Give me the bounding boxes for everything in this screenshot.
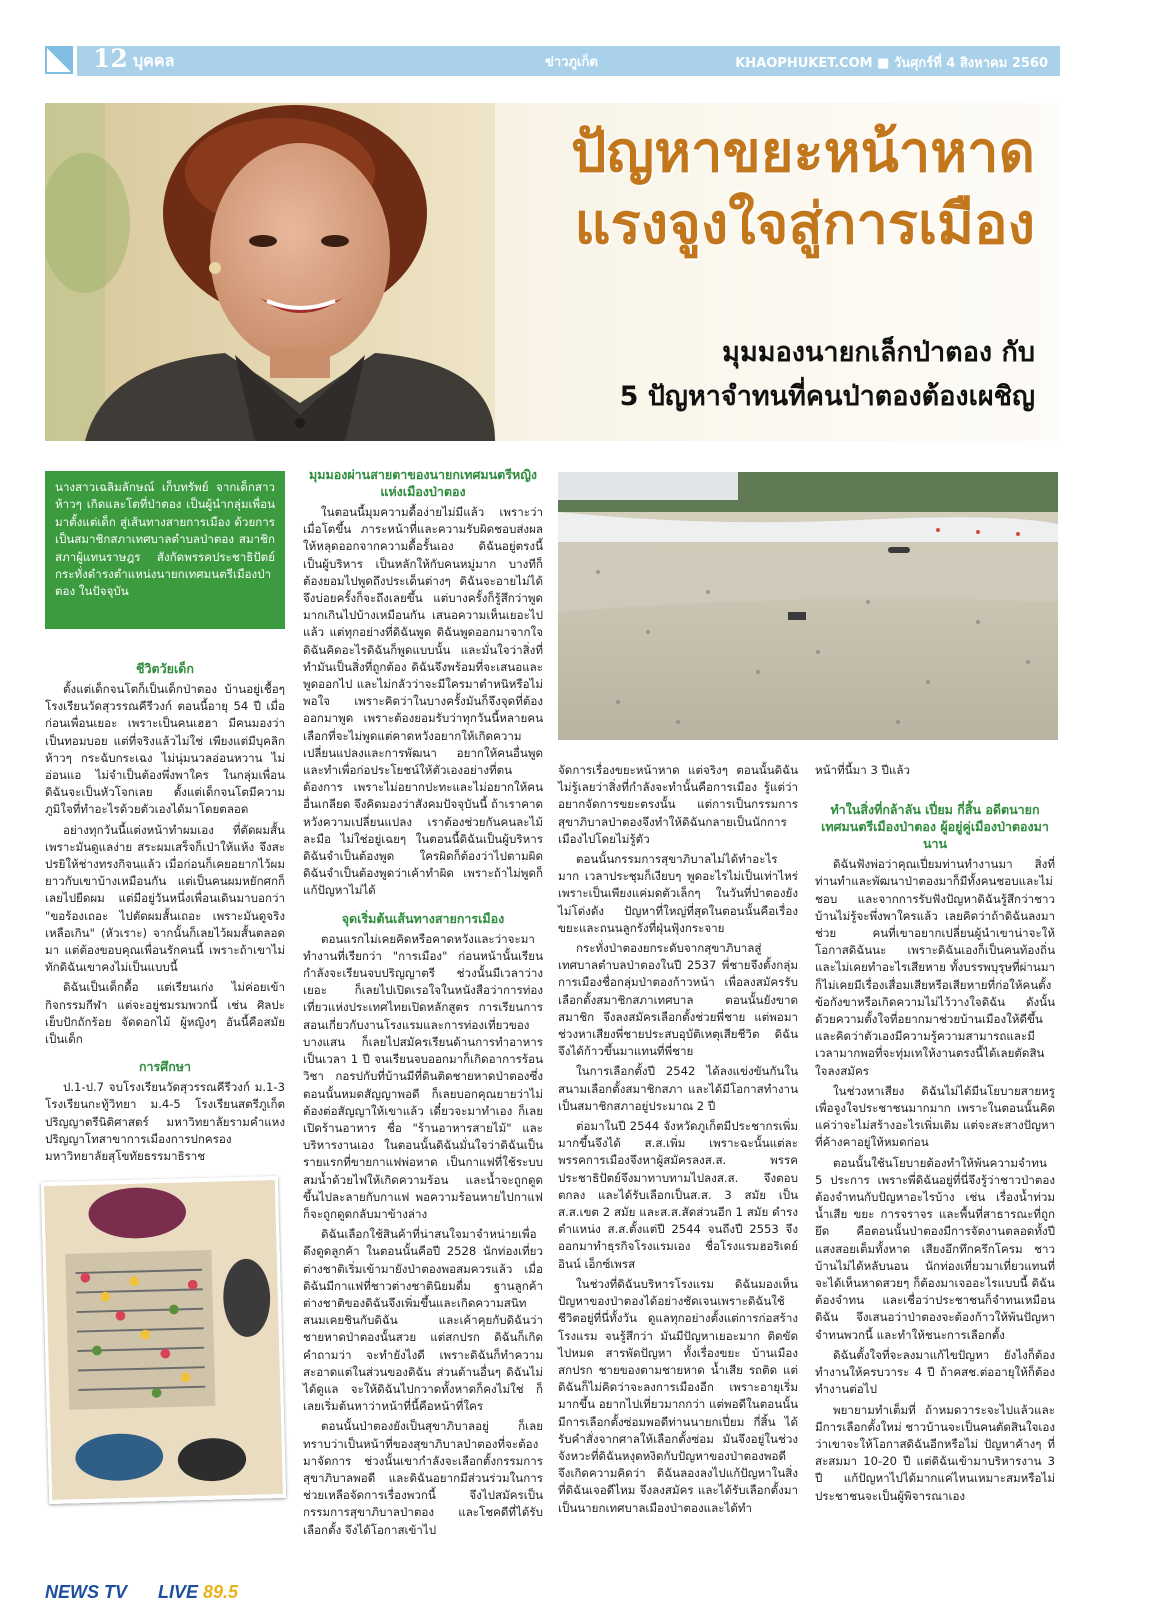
paragraph: ตอนนั้นกรรมการสุขาภิบาลไม่ได้ทำอะไรมาก เวลาประชุมก็เงียบๆ พูดอะไรไม่เป็นเท่าไหร่ เพราะเป็นเพียงแค่มดตัวเล็กๆ ในวันที่ป่าตองยังไม่โด่งดัง ปัญหาที่ใหญ่ที่สุดในตอนนั้นคือเรื่องขยะและถนนลูกรังที่ฝุ่นฟุ้งกระจาย xyxy=(558,852,798,935)
paragraph: พยายามทำเต็มที่ ถ้าหมดวาระจะไปแล้วและมีการเลือกตั้งใหม่ ชาวบ้านจะเป็นคนตัดสินใจเองว่าเขาจะให้โอกาสดิฉันอีกหรือไม่ ปัญหาค้างๆ ที่สะสมมา 10-20 ปี แต่ดิฉันเข้ามาบริหารงาน 3 ปี แก้ปัญหาไปได้มากแค่ไหนเหมาะสมหรือไม่ ประชาชนจะเป็นผู้พิจารณาเอง xyxy=(815,1402,1056,1503)
subheading-childhood: ชีวิตวัยเด็ก xyxy=(136,661,194,676)
paragraph: ดิฉันเลือกใช้สินค้าที่น่าสนใจมาจำหน่ายเพื่อดึงดูดลูกค้า ในตอนนั้นคือปี 2528 นักท่องเที่ยวต่างชาติเริ่มเข้ามายังป่าตองพอสมควรแล้ว เมื่อดิฉันมีกาแฟที่ชาวต่างชาตินิยมดื่ม ฐานลูกค้าต่างชาติของดิฉันจึงเพิ่มขึ้นและเกิดความสนิทสนมเคยชินกับดิฉัน และเค้าคุยกับดิฉันว่า ชายหาดป่าตองนั้นสวย แต่สกปรก ดิฉันก็เกิดคำถามว่า จะทำยังไงดี เพราะดิฉันก็ทำความสะอาดแต่ในส่วนของดิฉัน ส่วนด้านอื่นๆ ดิฉันไม่ได้ดูแล จะให้ดิฉันไปกวาดทั้งหาดก็คงไม่ใช่ ก็เลยเริ่มต้นหาว่าหน้าที่นี้คือหน้าที่ใคร xyxy=(303,1227,543,1414)
beach-garbage-photo xyxy=(558,472,1058,740)
paragraph: ป.1-ป.7 จบโรงเรียนวัดสุวรรณคีรีวงก์ ม.1-3 โรงเรียนกะทู้วิทยา ม.4-5 โรงเรียนสตรีภูเก็ต ปริญญาตรีนิติศาสตร์ มหาวิทยาลัยรามคำแหง ปริญญาโทสาขาการเมืองการปกครอง มหาวิทยาลัยสุโขทัยธรรมาธิราช xyxy=(45,1080,285,1164)
ceremony-photo xyxy=(41,1176,286,1504)
subheading-politics-start: จุดเริ่มต้นเส้นทางสายการเมือง xyxy=(341,910,505,926)
subheading-perspective: มุมมองผ่านสายตาของนายกเทศมนตรีหญิงแห่งเมืองป่าตอง xyxy=(309,467,537,499)
column-4 xyxy=(815,762,1055,1508)
paragraph: อย่างทุกวันนี้แต่งหน้าทำผมเอง ที่ตัดผมสั้นเพราะมันดูแลง่าย สระผมเสร็จก็เป่าให้แห้ง จึงสะปรยิให้ช่างทรงกิจนแล้ว เมื่อก่อนก็เคยอยากไว้ผมยาวกับเขาบ้างเหมือนกัน แต่เป็นคนผมหยักศกก็เลยไปยืดผม แต่มีอยู่วันหนึ่งเพื่อนเดินมาบอกว่า "ขอร้องเถอะ ไปตัดผมสั้นเถอะ เพราะมันดูจริงเหลือเกิน" (หัวเราะ) จากนั้นก็เลยไว้ผมสั้นตลอดมา แต่ต้องขอบคุณเพื่อนรักคนนี้ เพราะถ้าเขาไม่ทักดิฉันเขาคงไม่เป็นแบบนี้ xyxy=(45,822,285,975)
live-label: LIVE xyxy=(158,1582,199,1602)
hero-banner xyxy=(45,103,1060,441)
paragraph: จัดการเรื่องขยะหน้าหาด แต่จริงๆ ตอนนั้นดิฉันไม่รู้เลยว่าสิ่งที่กำลังจะทำนั้นคือการเมือง รู้แต่ว่าอยากจัดการขยะตรงนั้น แต่การเป็นกรรมการสุขาภิบาลป่าตองจึงทำให้ดิฉันกลายเป็นนักการเมืองไปโดยไม่รู้ตัว xyxy=(558,763,798,846)
subheading-education: การศึกษา xyxy=(138,1059,192,1075)
page-number: 12 xyxy=(93,44,128,73)
paragraph: ตั้งแต่เด็กจนโตก็เป็นเด็กป่าตอง บ้านอยู่เชื้อๆ โรงเรียนวัดสุวรรณคีรีวงก์ ตอนนี้อายุ 54 ปี เมื่อก่อนเพื่อนเยอะ เพราะเป็นคนเฮฮา มีคนมองว่าเป็นทอมบอย แต่ที่จริงแล้วไม่ใช่ เพียงแต่มีบุคลิกห้าวๆ กระฉับกระเฉง ไม่นุ่มนวลอ่อนหวาน ไม่อ่อนแอ ไม่จำเป็นต้องพึ่งพาใคร ในกลุ่มเพื่อนดิฉันจะเป็นหัวโจกเลย ตั้งแต่เด็กจนโตมีความภูมิใจที่ทำอะไรด้วยตัวเองได้มาโดยตลอด xyxy=(45,682,285,817)
paragraph: ตอนแรกไม่เคยคิดหรือคาดหวังและว่าจะมาทำงานที่เรียกว่า "การเมือง" ก่อนหน้านั้นเรียนกำลังจะเรียนจบปริญญาตรี ช่วงนั้นมีเวลาว่างเยอะ ก็เลยไปเปิดเรอใจในหนังสือว่าการท่องเที่ยวแห่งประเทศไทยเปิดหลักสูตร การเรียนการสอนเกี่ยวกับงานโรงแรมและการท่องเที่ยวของบางแสน ก็เลยไปสมัครเรียนด้านการทำอาหาร เป็นเวลา 1 ปี จนเรียนจบออกมาก็เกิดอาการร้อนวิชา กอรปกับที่บ้านมีที่ดินติดชายหาดป่าตองซึ่งตอนนั้นหมดสัญญาพอดี ก็เลยบอกคุณยายว่าไม่ต้องต่อสัญญาให้เขาแล้ว เดี๋ยวจะมาทำเอง ก็เลยเปิดร้านอาหาร ชื่อ "ร้านอาหารสายไม้" และบริหารงานเอง ในตอนนั้นดิฉันมั่นใจว่าดิฉันเป็นรายแรกที่ขายกาแฟพ่อหาด เป็นกาแฟที่ใช้ระบบสมน้ำด้วยไฟให้เกิดความร้อน และน้ำจะถูกดูดขึ้นไปละลายกับกาแฟ พอความร้อนหายไปกาแฟก็จะถูกดูดกลับมาข้างล่าง xyxy=(303,931,543,1221)
paragraph: ตอนนั้นป่าตองยังเป็นสุขาภิบาลอยู่ ก็เลยทราบว่าเป็นหน้าที่ของสุขาภิบาลป่าตองที่จะต้องมาจัดการ ช่วงนั้นเขากำลังจะเลือกตั้งกรรมการสุขาภิบาลพอดี และดิฉันอยากมีส่วนร่วมในการช่วยเหลือจัดการเรื่องพวกนี้ จึงไปสมัครเป็นกรรมการสุขาภิบาลป่าตอง และโชคดีที่ได้รับเลือกตั้ง จึงได้โอกาสเข้าไป xyxy=(303,1419,543,1537)
column-1 xyxy=(45,650,285,1168)
site-and-date: KHAOPHUKET.COM ■ วันศุกร์ที่ 4 สิงหาคม 2560 xyxy=(735,56,1048,71)
paragraph: ในช่วงหาเสียง ดิฉันไม่ได้มีนโยบายสายหรูเพื่อจูงใจประชาชนมากมาก เพราะในตอนนั้นคิดแค่ว่าจะไม่สร้างอะไรเพิ่มเติม แต่จะสะสางปัญหาที่ค้างคาอยู่ให้หมดก่อน xyxy=(815,1083,1055,1150)
paragraph: ดิฉันเป็นเด็กดื้อ แต่เรียนเก่ง ไม่ค่อยเข้ากิจกรรมกีฬา แต่จะอยู่ชมรมพวกนี้ เช่น ศิลปะ เย็บปักถักร้อย จัดดอกไม้ ผู้หญิงๆ อันนี้คือสมัยเป็นเด็ก xyxy=(45,980,285,1047)
corner-arrow-icon xyxy=(45,46,73,74)
column-2 xyxy=(303,466,543,1542)
subheadline-line-1: มุมมองนายกเล็กป่าตอง กับ xyxy=(722,337,1035,368)
portrait-photo xyxy=(45,103,495,441)
live-radio-logo xyxy=(158,1582,238,1603)
paragraph: ดิฉันตั้งใจที่จะลงมาแก้ไขปัญหา ยังไงก็ต้องทำงานให้ครบวาระ 4 ปี ถ้าคสช.ต่ออายุให้ก็ต้องทำงานต่อไป xyxy=(815,1347,1055,1397)
paragraph: ในตอนนี้มุมความดื้อง่ายไม่มีแล้ว เพราะว่าเมื่อโตขึ้น ภาระหน้าที่และความรับผิดชอบส่งผลให้หลุดออกจากความดื้อรั้นเอง ดิฉันอยู่ตรงนี้ เป็นผู้บริหาร เป็นหลักให้กับคนหมู่มาก บางทีก็ต้องยอมไปพูดถึงประเด็นต่างๆ ดิฉันจะอายไม่ได้ จึงบ่อยครั้งก็จะถึงเลยขึ้น แต่บางครั้งก็รู้สึกว่าพูดมากเกินไปบ้างเหมือนกัน เสนอความเห็นเยอะไปแล้ว แต่ทุกอย่างที่ดิฉันพูด ดิฉันพูดออกมาจากใจ ดิฉันคิดอะไรดิฉันก็พูดแบบนั้น และมั่นใจว่าสิ่งที่ทำมันเป็นสิ่งที่ถูกต้อง ดิฉันจึงพร้อมที่จะเสนอและพูดออกไป และไม่กลัวว่าจะมีใครมาตำหนิหรือไม่พอใจ เพราะคิดว่าในบางครั้งมันก็จึงจุดที่ต้องออกมาพูด เพราะต้องยอมรับว่าทุกวันนี้หลายคนเลือกที่จะไม่พูดแต่คาดหวังอยากให้เกิดความเปลี่ยนแปลงและการพัฒนา อยากให้คนอื่นพูดและทำเพื่อก่อประโยชน์ให้ตัวเองอย่างที่ตนต้องการ เพราะไม่อยากปะทะและไม่อยากให้คนอื่นเกลียด จึงคิดมองว่าสังคมปัจจุบันนี้ ถ้าเราคาดหวังความเปลี่ยนแปลง เราต้องช่วยกันคนละไม้ละมือ ไม่ใช่อยู่เฉยๆ ในตอนนี้ดิฉันเป็นผู้บริหารดิฉันจำเป็นต้องพูด ใครผิดก็ต้องว่าไปตามผิด ดิฉันจำเป็นต้องพูดว่าเค้าทำผิด เพราะถ้าไม่พูดก็แก้ปัญหาไม่ได้ xyxy=(303,505,544,898)
section-name: บุคคล xyxy=(133,51,175,70)
subheading-predecessor: ทำในสิ่งที่กล้าลัน เปี่ยม กี่สิ้น อดีตนายกเทศมนตรีเมืองป่าตอง ผู้อยู่คู่เมืองป่าตองมานาน xyxy=(821,802,1049,852)
paragraph: ดิฉันฟังพ่อว่าคุณเปี่ยมท่านทำงานมา สิ่งที่ท่านทำและพัฒนาป่าตองมาก็มีทั้งคนชอบและไม่ชอบ และจากการรับฟังปัญหาดิฉันรู้สึกว่าชาวบ้านไม่รู้จะพึ่งพาใครแล้ว เลยคิดว่าถ้าดิฉันลงมาช่วย คนที่เขาอยากเปลี่ยนผู้นำเขาน่าจะให้โอกาสดิฉันนะ เพราะดิฉันเองก็เป็นคนท้องถิ่นและไม่เคยทำอะไรเสียหาย ทั้งบรรพบุรุษที่ผ่านมาก็ไม่เคยมีเรื่องเสื่อมเสียหรือเสียหายที่ก่อให้คนตั้งข้อกังขาหรือเกิดความไม่ไว้วางใจดิฉัน ดังนั้นด้วยความตั้งใจที่อยากมาช่วยบ้านเมืองให้ดีขึ้น และคิดว่าตัวเองมีความรู้ความสามารถและมีเวลามากพอที่จะทุ่มเทให้งานตรงนี้ได้เลยตัดสินใจลงสมัคร xyxy=(815,857,1055,1078)
paragraph: ในช่วงที่ดิฉันบริหารโรงแรม ดิฉันมองเห็นปัญหาของป่าตองได้อย่างชัดเจนเพราะดิฉันใช้ชีวิตอยู่ที่นี่ทั้งวัน ดูแลทุกอย่างตั้งแต่การก่อสร้างโรงแรม จนรู้สึกว่า มันมีปัญหาเยอะมาก ติดขัดไปหมด สารพัดปัญหา ทั้งเรื่องขยะ บ้านเมืองสกปรก ชายของตามชายหาด น้ำเสีย รถติด แต่ดิฉันก็ไม่คิดว่าจะลงการเมืองอีก เพราะอายุเริ่มมากขึ้น อยากไปเที่ยวมากกว่า แต่พอดีในตอนนั้นมีการเลือกตั้งซ่อมพอดีท่านนายกเปี่ยม กี่สิ้น ได้รับคำสั่งจากศาลให้เลือกตั้งซ่อม มันจึงอยู่ในช่วงจังหวะที่ดิฉันหงุดหงิดกับปัญหาของป่าตองพอดี จึงเกิดความคิดว่า ดิฉันลองลงไปแก้ปัญหาในสิ่งที่ดิฉันเจอดีไหม จึงลงสมัคร และได้รับเลือกตั้งมาเป็นนายกเทศบาลเมืองป่าตองและได้ทำ xyxy=(558,1276,798,1515)
paragraph: ในการเลือกตั้งปี 2542 ได้ลงแข่งขันกันในสนามเลือกตั้งสมาชิกสภา และได้มีโอกาสทำงานเป็นสมาชิกสภาอยู่ประมาณ 2 ปี xyxy=(558,1064,798,1113)
page-header xyxy=(45,46,1060,76)
subheadline xyxy=(620,331,1035,419)
column-3 xyxy=(558,762,798,1520)
intro-box: นางสาวเฉลิมลักษณ์ เก็บทรัพย์ จากเด็กสาวห้าวๆ เกิดและโตที่ป่าตอง เป็นผู้นำกลุ่มเพื่อนมาตั้งแต่เด็ก สู่เส้นทางสายการเมือง ด้วยการเป็นสมาชิกสภาเทศบาลตำบลป่าตอง สมาชิกสภาผู้แทนราษฎร สังกัดพรรคประชาธิปัตย์ กระทั่งดำรงตำแหน่งนายกเทศมนตรีเมืองป่าตอง ในปัจจุบัน xyxy=(45,471,285,629)
newspaper-logo: ข่าวภูเก็ต xyxy=(545,55,598,70)
subheadline-line-2: 5 ปัญหาจำทนที่คนป่าตองต้องเผชิญ xyxy=(619,381,1035,412)
live-frequency: 89.5 xyxy=(203,1582,239,1602)
paragraph: หน้าที่นี้มา 3 ปีแล้ว xyxy=(815,763,910,777)
paragraph: ตอนนั้นใช้นโยบายต้องทำให้พ้นความจำทน 5 ประการ เพราะพี่ดิฉันอยู่ที่นี่จึงรู้ว่าชาวป่าตองต้องจำทนกับปัญหาอะไรบ้าง เช่น เรื่องน้ำท่วม น้ำเสีย ขยะ การจราจร และพื้นที่สาธารณะที่ถูกยึด คือตอนนั้นป่าตองมีการจัดงานตลอดทั้งปี แสงสอยเต็มทั้งหาด เสียงอึกทึกครึกโครม ชาวบ้านไม่ได้หลับนอน นักท่องเที่ยวมาเที่ยวแทนที่จะได้เห็นหาดสวยๆ ก็ต้องมาเจออะไรแบบนี้ ดิฉันต้องจำทน และเชื่อว่าประชาชนก็จำทนเหมือนดิฉัน จึงเสนอว่าป่าตองจะต้องก้าวให้พ้นปัญหาจำทนพวกนี้ และทำให้ชนะการเลือกตั้ง xyxy=(815,1155,1055,1342)
paragraph: กระทั่งป่าตองยกระดับจากสุขาภิบาลสู่เทศบาลตำบลป่าตองในปี 2537 พี่ชายจึงตั้งกลุ่มการเมืองชื่อกลุ่มป่าตองก้าวหน้า เพื่อลงสมัครรับเลือกตั้งสมาชิกสภาเทศบาล ตอนนั้นยังขาดสมาชิก จึงลงสมัครเลือกตั้งช่วยพี่ชาย แต่พอมาช่วงหาเสียงพี่ชายประสบอุบัติเหตุเสียชีวิต ดิฉันจึงได้ก้าวขึ้นมาแทนที่พี่ชาย xyxy=(558,941,798,1059)
headline xyxy=(571,117,1035,261)
headline-line-2: แรงจูงใจสู่การเมือง xyxy=(574,192,1035,257)
headline-line-1: ปัญหาขยะหน้าหาด xyxy=(570,120,1035,185)
paragraph: ต่อมาในปี 2544 จังหวัดภูเก็ตมีประชากรเพิ่มมากขึ้นจึงได้ ส.ส.เพิ่ม เพราะฉะนั้นแต่ละพรรคการเมืองจึงหาผู้สมัครลงส.ส. พรรคประชาธิปัตย์จึงมาทาบทามไปลงส.ส. จึงตอบตกลง และได้รับเลือกเป็นส.ส. 3 สมัย เป็นส.ส.เขต 2 สมัย และส.ส.สัดส่วนอีก 1 สมัย ดำรงตำแหน่ง ส.ส.ตั้งแต่ปี 2544 จนถึงปี 2553 จึงออกมาทำธุรกิจโรงแรมเอง ชื่อโรงแรมฮอริเดย์ อินน์ เอ็กซ์เพรส xyxy=(558,1119,798,1271)
news-tv-logo: NEWS TV xyxy=(45,1582,128,1602)
